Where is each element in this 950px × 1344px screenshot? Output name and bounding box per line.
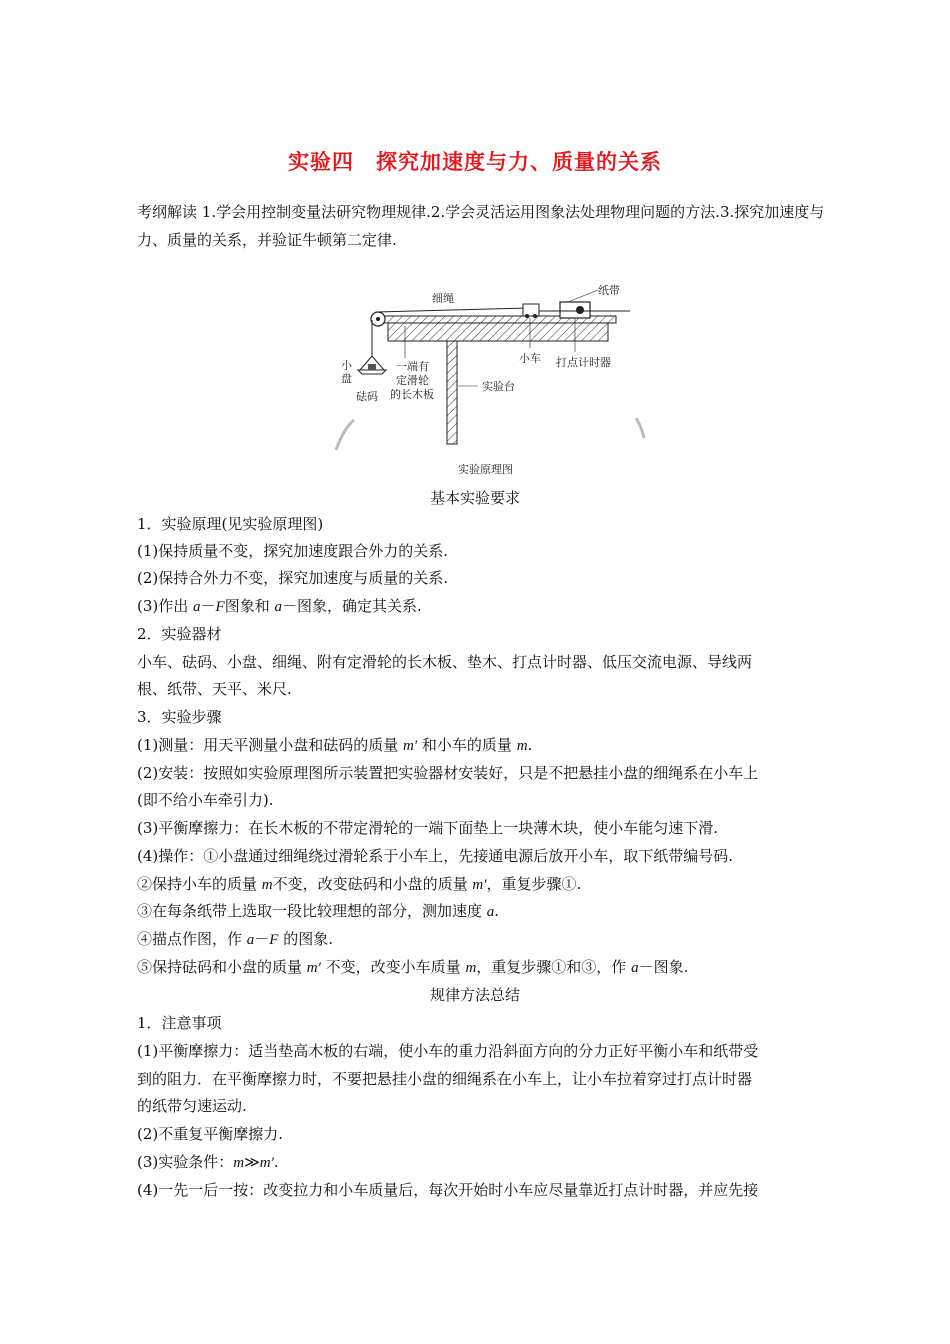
weight: [368, 364, 376, 370]
text-line: (1)平衡摩擦力：适当垫高木板的右端，使小车的重力沿斜面方向的分力正好平衡小车和纸带受: [137, 1042, 759, 1060]
text-line: (1)测量：用天平测量小盘和砝码的质量 m′ 和小车的质量 m.: [137, 736, 533, 754]
label-plate-1: 小: [341, 359, 352, 372]
text-line: ③在每条纸带上选取一段比较理想的部分，测加速度 a.: [137, 902, 500, 920]
label-timer: 打点计时器: [556, 356, 611, 369]
label-table: 实验台: [482, 380, 515, 393]
text-line: 小车、砝码、小盘、细绳、附有定滑轮的长木板、垫木、打点计时器、低压交流电源、导线两: [137, 653, 753, 671]
text-line: 1．实验原理(见实验原理图): [137, 515, 324, 533]
text-line: (4)操作：①小盘通过细绳绕过滑轮系于小车上，先接通电源后放开小车，取下纸带编号码.: [137, 847, 734, 865]
label-rope: 细绳: [432, 292, 454, 305]
label-plate-2: 盘: [341, 372, 352, 385]
syllabus-intro: [137, 198, 837, 254]
heading-basic-requirements: 基本实验要求: [429, 489, 520, 507]
intro-label: 考纲解读: [137, 203, 198, 221]
cart: [523, 304, 539, 316]
text-line: 1．注意事项: [137, 1014, 222, 1032]
title-part2: 探究加速度与力、质量的关系: [376, 150, 662, 174]
text-line: ⑤保持砝码和小盘的质量 m′ 不变，改变小车质量 m，重复步骤①和③，作 a－图象.: [137, 958, 689, 976]
timer: [560, 302, 590, 318]
label-board-2: 定滑轮: [396, 374, 429, 387]
text-line: 3．实验步骤: [137, 708, 222, 726]
text-line: 到的阻力．在平衡摩擦力时，不要把悬挂小盘的细绳系在小车上，让小车拉着穿过打点计时器: [137, 1070, 753, 1088]
label-cart: 小车: [519, 352, 541, 365]
page-title: [0, 146, 950, 176]
title-part1: 实验四: [288, 150, 354, 174]
figure-caption: 实验原理图: [458, 463, 513, 476]
text-line: (1)保持质量不变，探究加速度跟合外力的关系.: [137, 542, 449, 560]
heading-method-summary: 规律方法总结: [429, 986, 520, 1004]
label-board-3: 的长木板: [390, 388, 434, 401]
rope: [378, 308, 527, 312]
label-board-1: 一端有: [396, 360, 429, 373]
text-line: (4)一先一后一按：改变拉力和小车质量后，每次开始时小车应尽量靠近打点计时器，并应先接: [137, 1181, 759, 1199]
text-line: (即不给小车牵引力).: [137, 791, 274, 809]
text-line: ②保持小车的质量 m不变，改变砝码和小盘的质量 m′，重复步骤①.: [137, 875, 582, 893]
text-line: (2)安装：按照如实验原理图所示装置把实验器材安装好，只是不把悬挂小盘的细绳系在小车上: [137, 764, 759, 782]
experiment-diagram: [330, 278, 650, 478]
intro-text: 1.学会用控制变量法研究物理规律.2.学会灵活运用图象法处理物理问题的方法.3.探究加速度与力、质量的关系，并验证牛顿第二定律.: [137, 203, 825, 249]
text-line: (3)实验条件：m≫m′.: [137, 1153, 279, 1171]
table-leg: [447, 341, 457, 444]
label-tape: 纸带: [598, 284, 620, 297]
text-line: 2．实验器材: [137, 625, 222, 643]
small-plate: [358, 370, 386, 374]
text-line: 的纸带匀速运动.: [137, 1097, 247, 1115]
text-line: (2)不重复平衡摩擦力.: [137, 1125, 284, 1143]
text-line: (2)保持合外力不变，探究加速度与质量的关系.: [137, 569, 449, 587]
label-weight: 砝码: [356, 390, 378, 403]
text-line: 根、纸带、天平、米尺.: [137, 680, 292, 698]
text-line: ④描点作图，作 a－F 的图象.: [137, 930, 334, 948]
text-line: (3)作出 a－F图象和 a－图象，确定其关系.: [137, 597, 422, 615]
text-line: (3)平衡摩擦力：在长木板的不带定滑轮的一端下面垫上一块薄木块，使小车能匀速下滑.: [137, 819, 719, 837]
